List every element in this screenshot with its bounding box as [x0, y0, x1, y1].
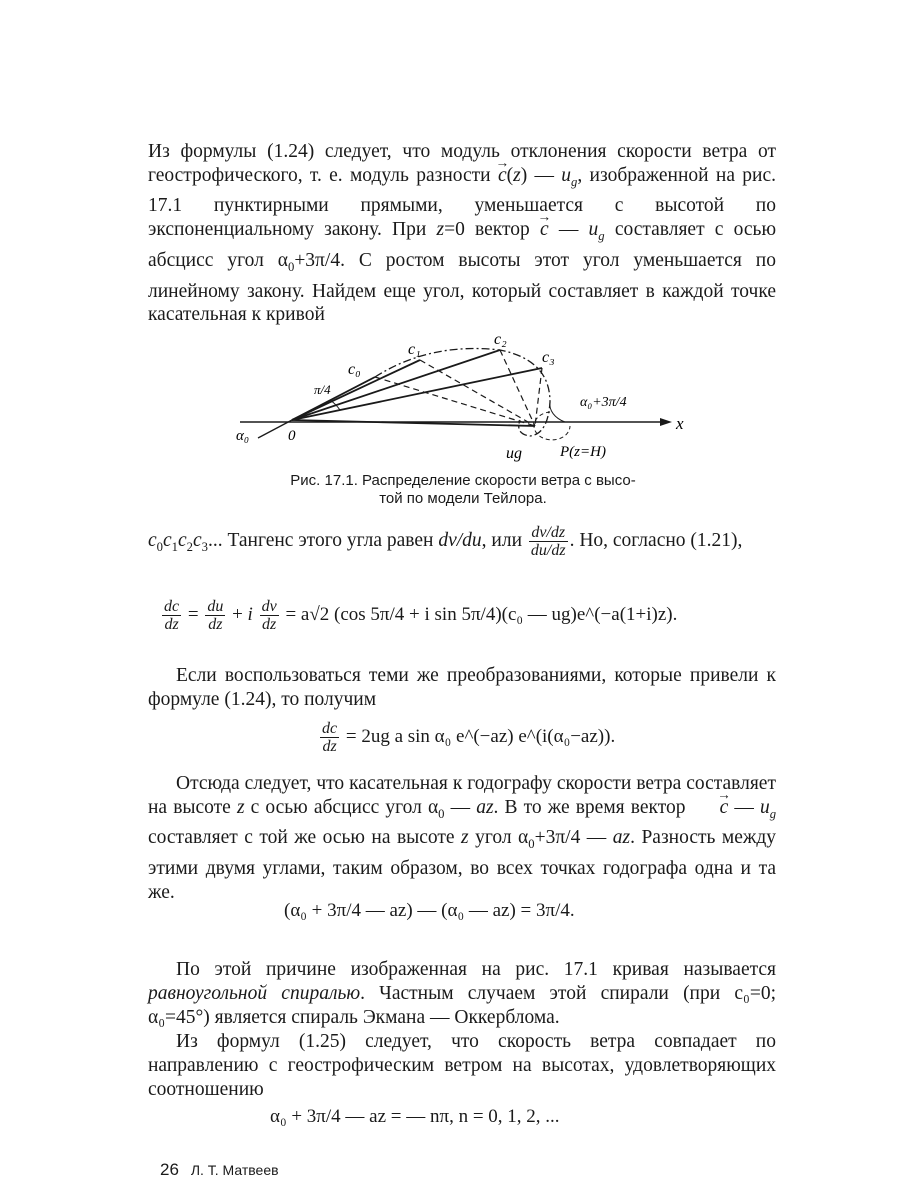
paragraph-4: Отсюда следует, что касательная к годографу скорости ветра составляет на высоте z с осью абсцисс угол $\alpha_0$ — az. В то же время вектор → c — $u_g$ составляет с той же осью на высоте z угол $\alpha_0+3\pi/4$ — az. Разность между этими двумя углами, таким образом, во всех точках годографа одна и та же. [148, 772, 776, 905]
formula-2: $\frac{dc}{dz}$ = 2ug a sin α₀ e^(−az) e^(i(α₀−az)). [322, 720, 616, 755]
c3-label: c₃ [542, 349, 555, 366]
footer-signature: Л. Т. Матвеев [190, 1162, 279, 1178]
c0-label: c₀ [348, 361, 361, 378]
paragraph-2: $c_0c_1c_2c_3$... Тангенс этого угла равен dv/du, или $\frac{dv/dz}{du/dz}$ . Но, согласно (1.21), [148, 524, 743, 559]
P-label: P(z=H) [560, 444, 606, 460]
paragraph-1: Из формулы (1.24) следует, что модуль отклонения скорости ветра от геострофического, т. е. модуль разности → c(z) — $u_g$, изображенной на рис. 17.1 пунктирными прямыми, уменьшается с высотой по экспоненциальному закону. При z=0 вектор → c — $u_g$ составляет с осью абсцисс угол $\alpha_0+3\pi/4$. С ростом высоты этот угол уменьшается по линейному закону. Найдем еще угол, который составляет в каждой точке касательная к кривой [148, 140, 776, 327]
c2-label: c₂ [494, 331, 507, 348]
formula-3: (α₀ + 3π/4 — az) — (α₀ — az) = 3π/4. [284, 900, 575, 921]
alpha0-label: α₀ [236, 428, 250, 444]
paragraph-5: По этой причине изображенная на рис. 17.1 кривая называется равноугольной спиралью. Частным случаем этой спирали (при c₀=0; α₀=45°) является спираль Экмана — Оккерблома. [148, 959, 777, 1028]
origin-label: 0 [288, 428, 296, 444]
paragraph-6: Из формул (1.25) следует, что скорость ветра совпадает по направлению с геострофическим ветром на высотах, удовлетворяющих соотношению [148, 1031, 776, 1100]
pi4-label: π/4 [314, 382, 331, 397]
figure-caption: Рис. 17.1. Распределение скорости ветра с высо- той по модели Тейлора. [290, 472, 636, 507]
axis-x-label: x [676, 414, 684, 433]
formula-1: $\frac{dc}{dz}$ = $\frac{du}{dz}$ + i $\frac{dv}{dz}$ = a√2 (cos 5π/4 + i sin 5π/4)(c₀ — ug)e^(−a(1+i)z). [164, 598, 678, 633]
ug-label: ug [506, 445, 522, 462]
paragraph-3: Если воспользоваться теми же преобразованиями, которые привели к формуле (1.24), то получим [148, 665, 776, 710]
angle-label: α₀+3π/4 [580, 395, 627, 410]
page-number: 26 [160, 1160, 179, 1179]
figure-hodograph [230, 322, 690, 472]
c1-label: c₁ [408, 341, 421, 358]
page-footer [160, 1160, 279, 1180]
formula-4: α₀ + 3π/4 — az = — nπ, n = 0, 1, 2, ... [270, 1106, 560, 1127]
frac-dvdz-dudz: $\frac{dv/dz}{du/dz}$ [530, 524, 566, 559]
